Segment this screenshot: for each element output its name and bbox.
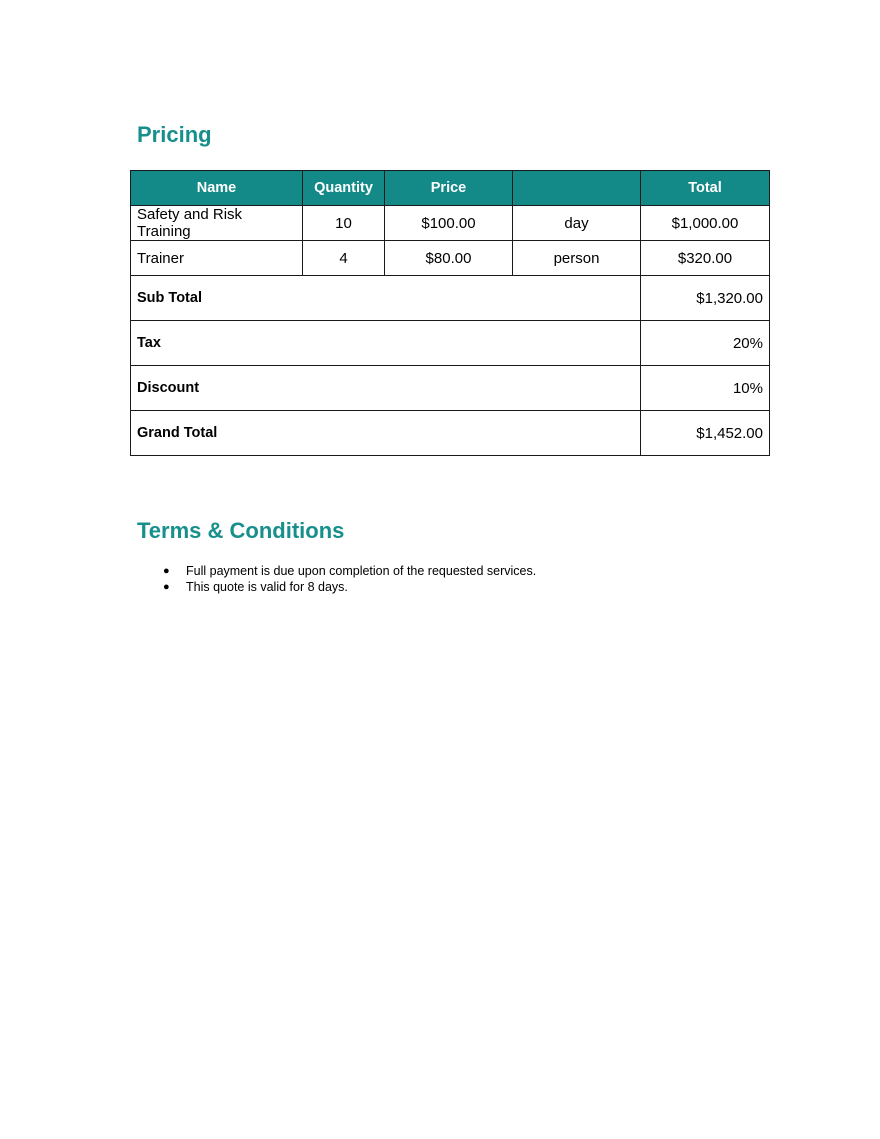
table-row [131,241,770,276]
header-price: Price [385,171,513,206]
tax-value: 20% [641,321,770,366]
tax-label: Tax [131,321,641,366]
discount-value: 10% [641,366,770,411]
grand-total-value: $1,452.00 [641,411,770,456]
discount-label: Discount [131,366,641,411]
pricing-heading: Pricing [137,122,212,147]
subtotal-row [131,276,770,321]
header-unit [513,171,641,206]
item-name: Safety and Risk Training [131,206,303,241]
grand-total-label: Grand Total [131,411,641,456]
terms-list [163,563,536,595]
bullet-icon: ● [163,581,170,593]
item-quantity: 4 [303,241,385,276]
header-name: Name [131,171,303,206]
pricing-table [130,170,770,456]
item-total: $320.00 [641,241,770,276]
table-row [131,206,770,241]
item-price: $80.00 [385,241,513,276]
header-quantity: Quantity [303,171,385,206]
term-text: Full payment is due upon completion of the requested services. [186,564,537,578]
grand-total-row [131,411,770,456]
subtotal-value: $1,320.00 [641,276,770,321]
item-price: $100.00 [385,206,513,241]
list-item [163,579,536,595]
item-unit: day [513,206,641,241]
term-text: This quote is valid for 8 days. [186,580,348,594]
tax-row [131,321,770,366]
terms-heading: Terms & Conditions [137,518,345,543]
subtotal-label: Sub Total [131,276,641,321]
item-name: Trainer [131,241,303,276]
bullet-icon: ● [163,565,170,577]
item-unit: person [513,241,641,276]
list-item [163,563,536,579]
item-quantity: 10 [303,206,385,241]
discount-row [131,366,770,411]
item-total: $1,000.00 [641,206,770,241]
pricing-header-row [131,171,770,206]
header-total: Total [641,171,770,206]
